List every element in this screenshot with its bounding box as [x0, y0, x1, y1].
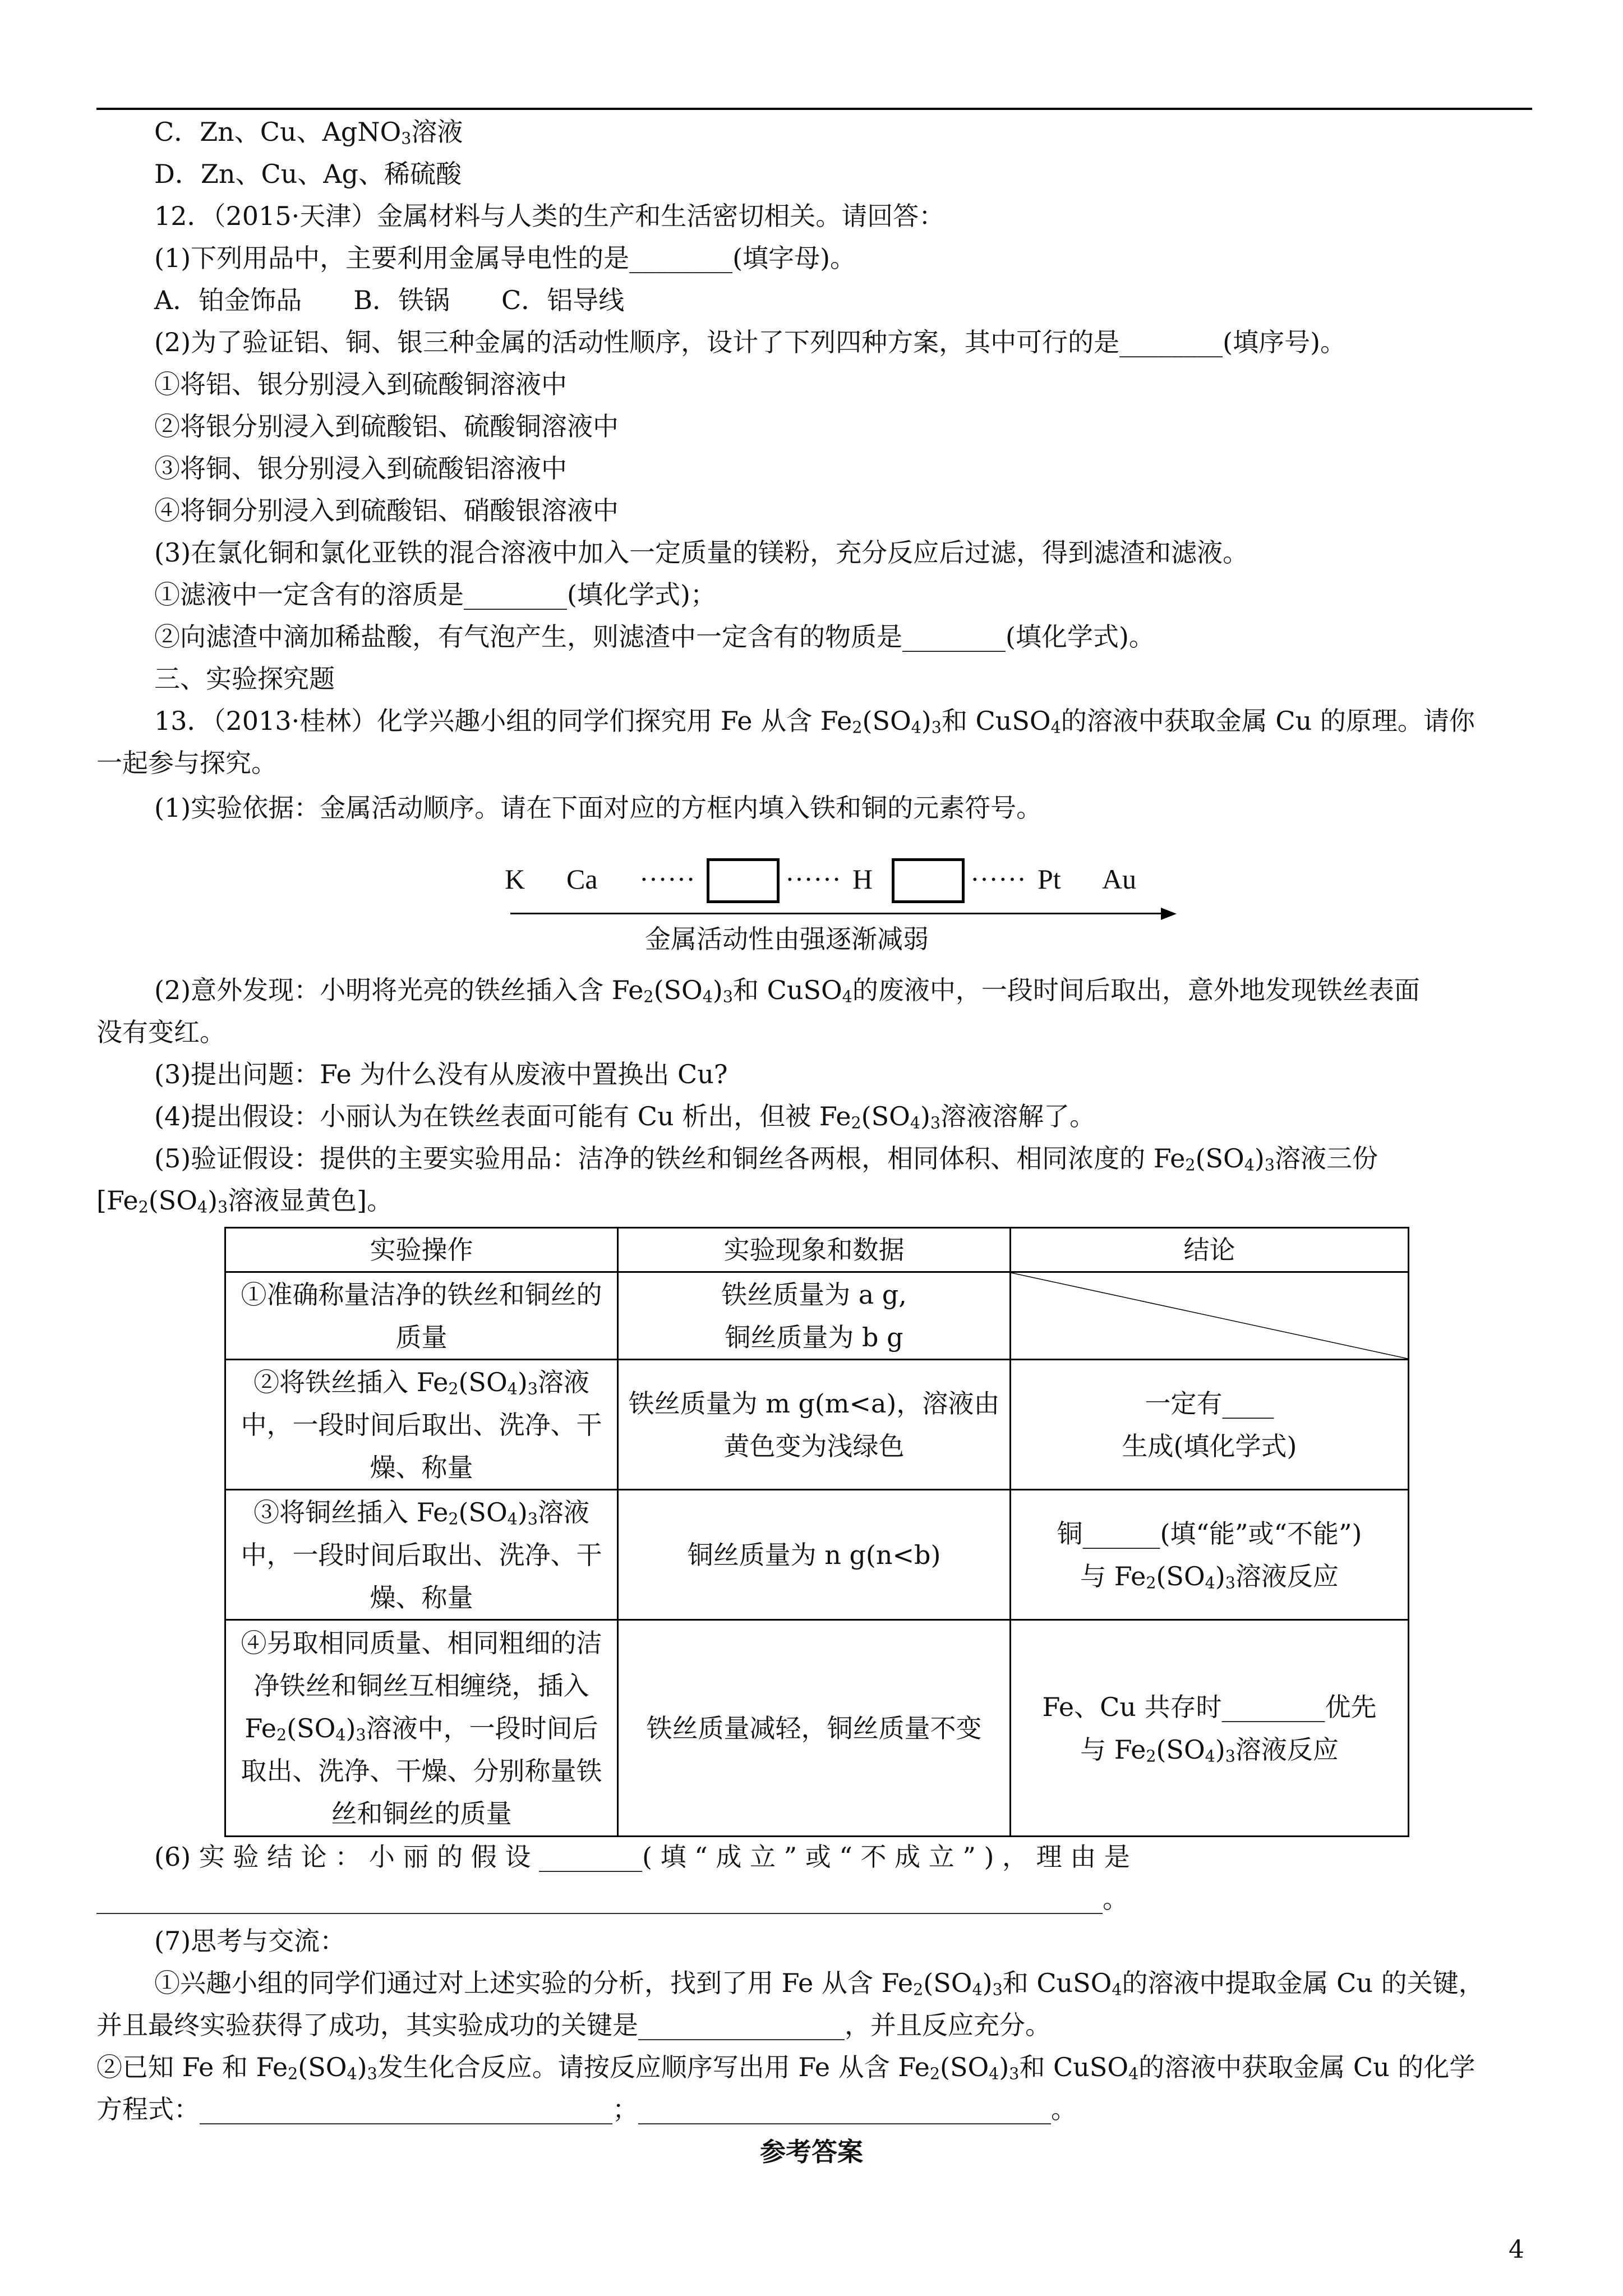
answer-heading: 参考答案 — [760, 2137, 863, 2167]
q13-part2: (2)意外发现：小明将光亮的铁丝插入含 $Fe_2(SO_4)_3$和 CuSO$_4$的废液中，一段时间后取出，意外地发现铁丝表面 — [154, 975, 1420, 1006]
activity-series-diagram — [505, 858, 1178, 954]
option-d: D．Zn、Cu、Ag、稀硫酸 — [154, 159, 462, 189]
q12-part1: (1)下列用品中，主要利用金属导电性的是________(填字母)。 — [154, 243, 856, 273]
row3-phenomenon: 铜丝质量为 n g(n<b) — [618, 1490, 1011, 1620]
q13-part5-cont: [$Fe_2(SO_4)_3$溶液显黄色]。 — [96, 1185, 393, 1217]
header-phenomenon: 实验现象和数据 — [618, 1228, 1011, 1272]
header-operation: 实验操作 — [225, 1228, 618, 1272]
row2-operation: ②将铁丝插入 $Fe_2(SO_4)_3$溶液中，一段时间后取出、洗净、干燥、称量 — [225, 1360, 618, 1490]
q12-plan3: ③将铜、银分别浸入到硫酸铝溶液中 — [154, 453, 567, 484]
element-k: K — [505, 863, 525, 895]
q12-plan2: ②将银分别浸入到硫酸铝、硫酸铜溶液中 — [154, 411, 619, 441]
row4-phenomenon: 铁丝质量减轻，铜丝质量不变 — [618, 1620, 1011, 1837]
option-c: C．Zn、Cu、AgNO$_3$溶液 — [154, 117, 463, 148]
row4-conclusion: Fe、Cu 共存时________优先 与 $Fe_2(SO_4)_3$溶液反应 — [1011, 1620, 1409, 1837]
question-13: 13．（2013·桂林）化学兴趣小组的同学们探究用 Fe 从含 $Fe_2(SO_4)_3$和 CuSO$_4$的溶液中获取金属 Cu 的原理。请你 — [154, 706, 1475, 737]
q13-part7: (7)思考与交流： — [154, 1926, 346, 1956]
q12-part3: (3)在氯化铜和氯化亚铁的混合溶液中加入一定质量的镁粉，充分反应后过滤，得到滤渣和滤液。 — [154, 537, 1249, 568]
q12-part3-a: ①滤液中一定含有的溶质是________(填化学式)； — [154, 579, 716, 610]
q12-part3-b: ②向滤渣中滴加稀盐酸，有气泡产生，则滤渣中一定含有的物质是________(填化学式)。 — [154, 622, 1155, 652]
q13-part1: (1)实验依据：金属活动顺序。请在下面对应的方框内填入铁和铜的元素符号。 — [154, 793, 1043, 823]
blank-box-fe[interactable] — [707, 858, 780, 903]
page-number: 4 — [1509, 2235, 1524, 2264]
q13-part7-a: ①兴趣小组的同学们通过对上述实验的分析，找到了用 Fe 从含 $Fe_2(SO_4)_3$和 CuSO$_4$的溶液中提取金属 Cu 的关键， — [154, 1968, 1484, 1999]
dots: ······ — [639, 863, 695, 895]
q13-part5: (5)验证假设：提供的主要实验用品：洁净的铁丝和铜丝各两根，相同体积、相同浓度的 $Fe_2(SO_4)_3$溶液三份 — [154, 1143, 1378, 1175]
question-13-cont: 一起参与探究。 — [96, 748, 277, 778]
row3-operation: ③将铜丝插入 $Fe_2(SO_4)_3$溶液中，一段时间后取出、洗净、干燥、称量 — [225, 1490, 618, 1620]
element-au: Au — [1102, 863, 1137, 895]
q13-part6-cont: ______________________________________________________________________________。 — [96, 1884, 1128, 1914]
blank-box-cu[interactable] — [892, 858, 965, 903]
row3-conclusion: 铜______(填“能”或“不能”) 与 $Fe_2(SO_4)_3$溶液反应 — [1011, 1490, 1409, 1620]
experiment-table — [224, 1227, 1409, 1837]
q13-part2-cont: 没有变红。 — [96, 1017, 225, 1047]
q12-part2: (2)为了验证铝、铜、银三种金属的活动性顺序，设计了下列四种方案，其中可行的是________(填序号)。 — [154, 327, 1347, 357]
element-pt: Pt — [1038, 863, 1061, 895]
row2-phenomenon: 铁丝质量为 m g(m<a)，溶液由黄色变为浅绿色 — [618, 1360, 1011, 1490]
header-rule — [96, 108, 1532, 110]
q13-part6: (6) 实 验 结 论 ： 小 丽 的 假 设 ________( 填 “ 成 立 ” 或 “ 不 成 立 ” ) ， 理 由 是 — [154, 1842, 1130, 1872]
element-h: H — [852, 863, 873, 895]
row1-operation: ①准确称量洁净的铁丝和铜丝的质量 — [225, 1272, 618, 1360]
q13-part7-b-cont: 方程式：________________________________；________________________________。 — [96, 2094, 1077, 2124]
q13-part7-b: ②已知 Fe 和 $Fe_2(SO_4)_3$发生化合反应。请按反应顺序写出用 Fe 从含 $Fe_2(SO_4)_3$和 CuSO$_4$的溶液中获取金属 Cu 的化学 — [96, 2052, 1476, 2083]
q12-part1-options: A．铂金饰品 B．铁锅 C．铝导线 — [154, 285, 625, 315]
row4-operation: ④另取相同质量、相同粗细的洁净铁丝和铜丝互相缠绕，插入 $Fe_2(SO_4)_3$溶液中，一段时间后取出、洗净、干燥、分别称量铁丝和铜丝的质量 — [225, 1620, 618, 1837]
element-ca: Ca — [566, 863, 598, 895]
q13-part7-a-cont: 并且最终实验获得了成功，其实验成功的关键是________________，并且反应充分。 — [96, 2010, 1051, 2040]
dots: ······ — [970, 863, 1026, 895]
row2-conclusion: 一定有____ 生成(填化学式) — [1011, 1360, 1409, 1490]
q13-part4: (4)提出假设：小丽认为在铁丝表面可能有 Cu 析出，但被 $Fe_2(SO_4)_3$溶液溶解了。 — [154, 1101, 1096, 1133]
question-12: 12．（2015·天津）金属材料与人类的生产和生活密切相关。请回答： — [154, 201, 945, 231]
q12-plan4: ④将铜分别浸入到硫酸铝、硝酸银溶液中 — [154, 495, 619, 526]
row1-conclusion-empty — [1011, 1272, 1409, 1360]
dots: ······ — [785, 863, 841, 895]
arrow-line — [510, 913, 1166, 914]
row1-phenomenon: 铁丝质量为 a g, 铜丝质量为 b g — [618, 1272, 1011, 1360]
q12-plan1: ①将铝、银分别浸入到硫酸铜溶液中 — [154, 369, 567, 399]
q13-part3: (3)提出问题：Fe 为什么没有从废液中置换出 Cu? — [154, 1059, 728, 1089]
header-conclusion: 结论 — [1011, 1228, 1409, 1272]
diagram-caption: 金属活动性由强逐渐减弱 — [645, 924, 929, 954]
section-heading: 三、实验探究题 — [154, 664, 335, 694]
arrowhead — [1161, 908, 1177, 920]
